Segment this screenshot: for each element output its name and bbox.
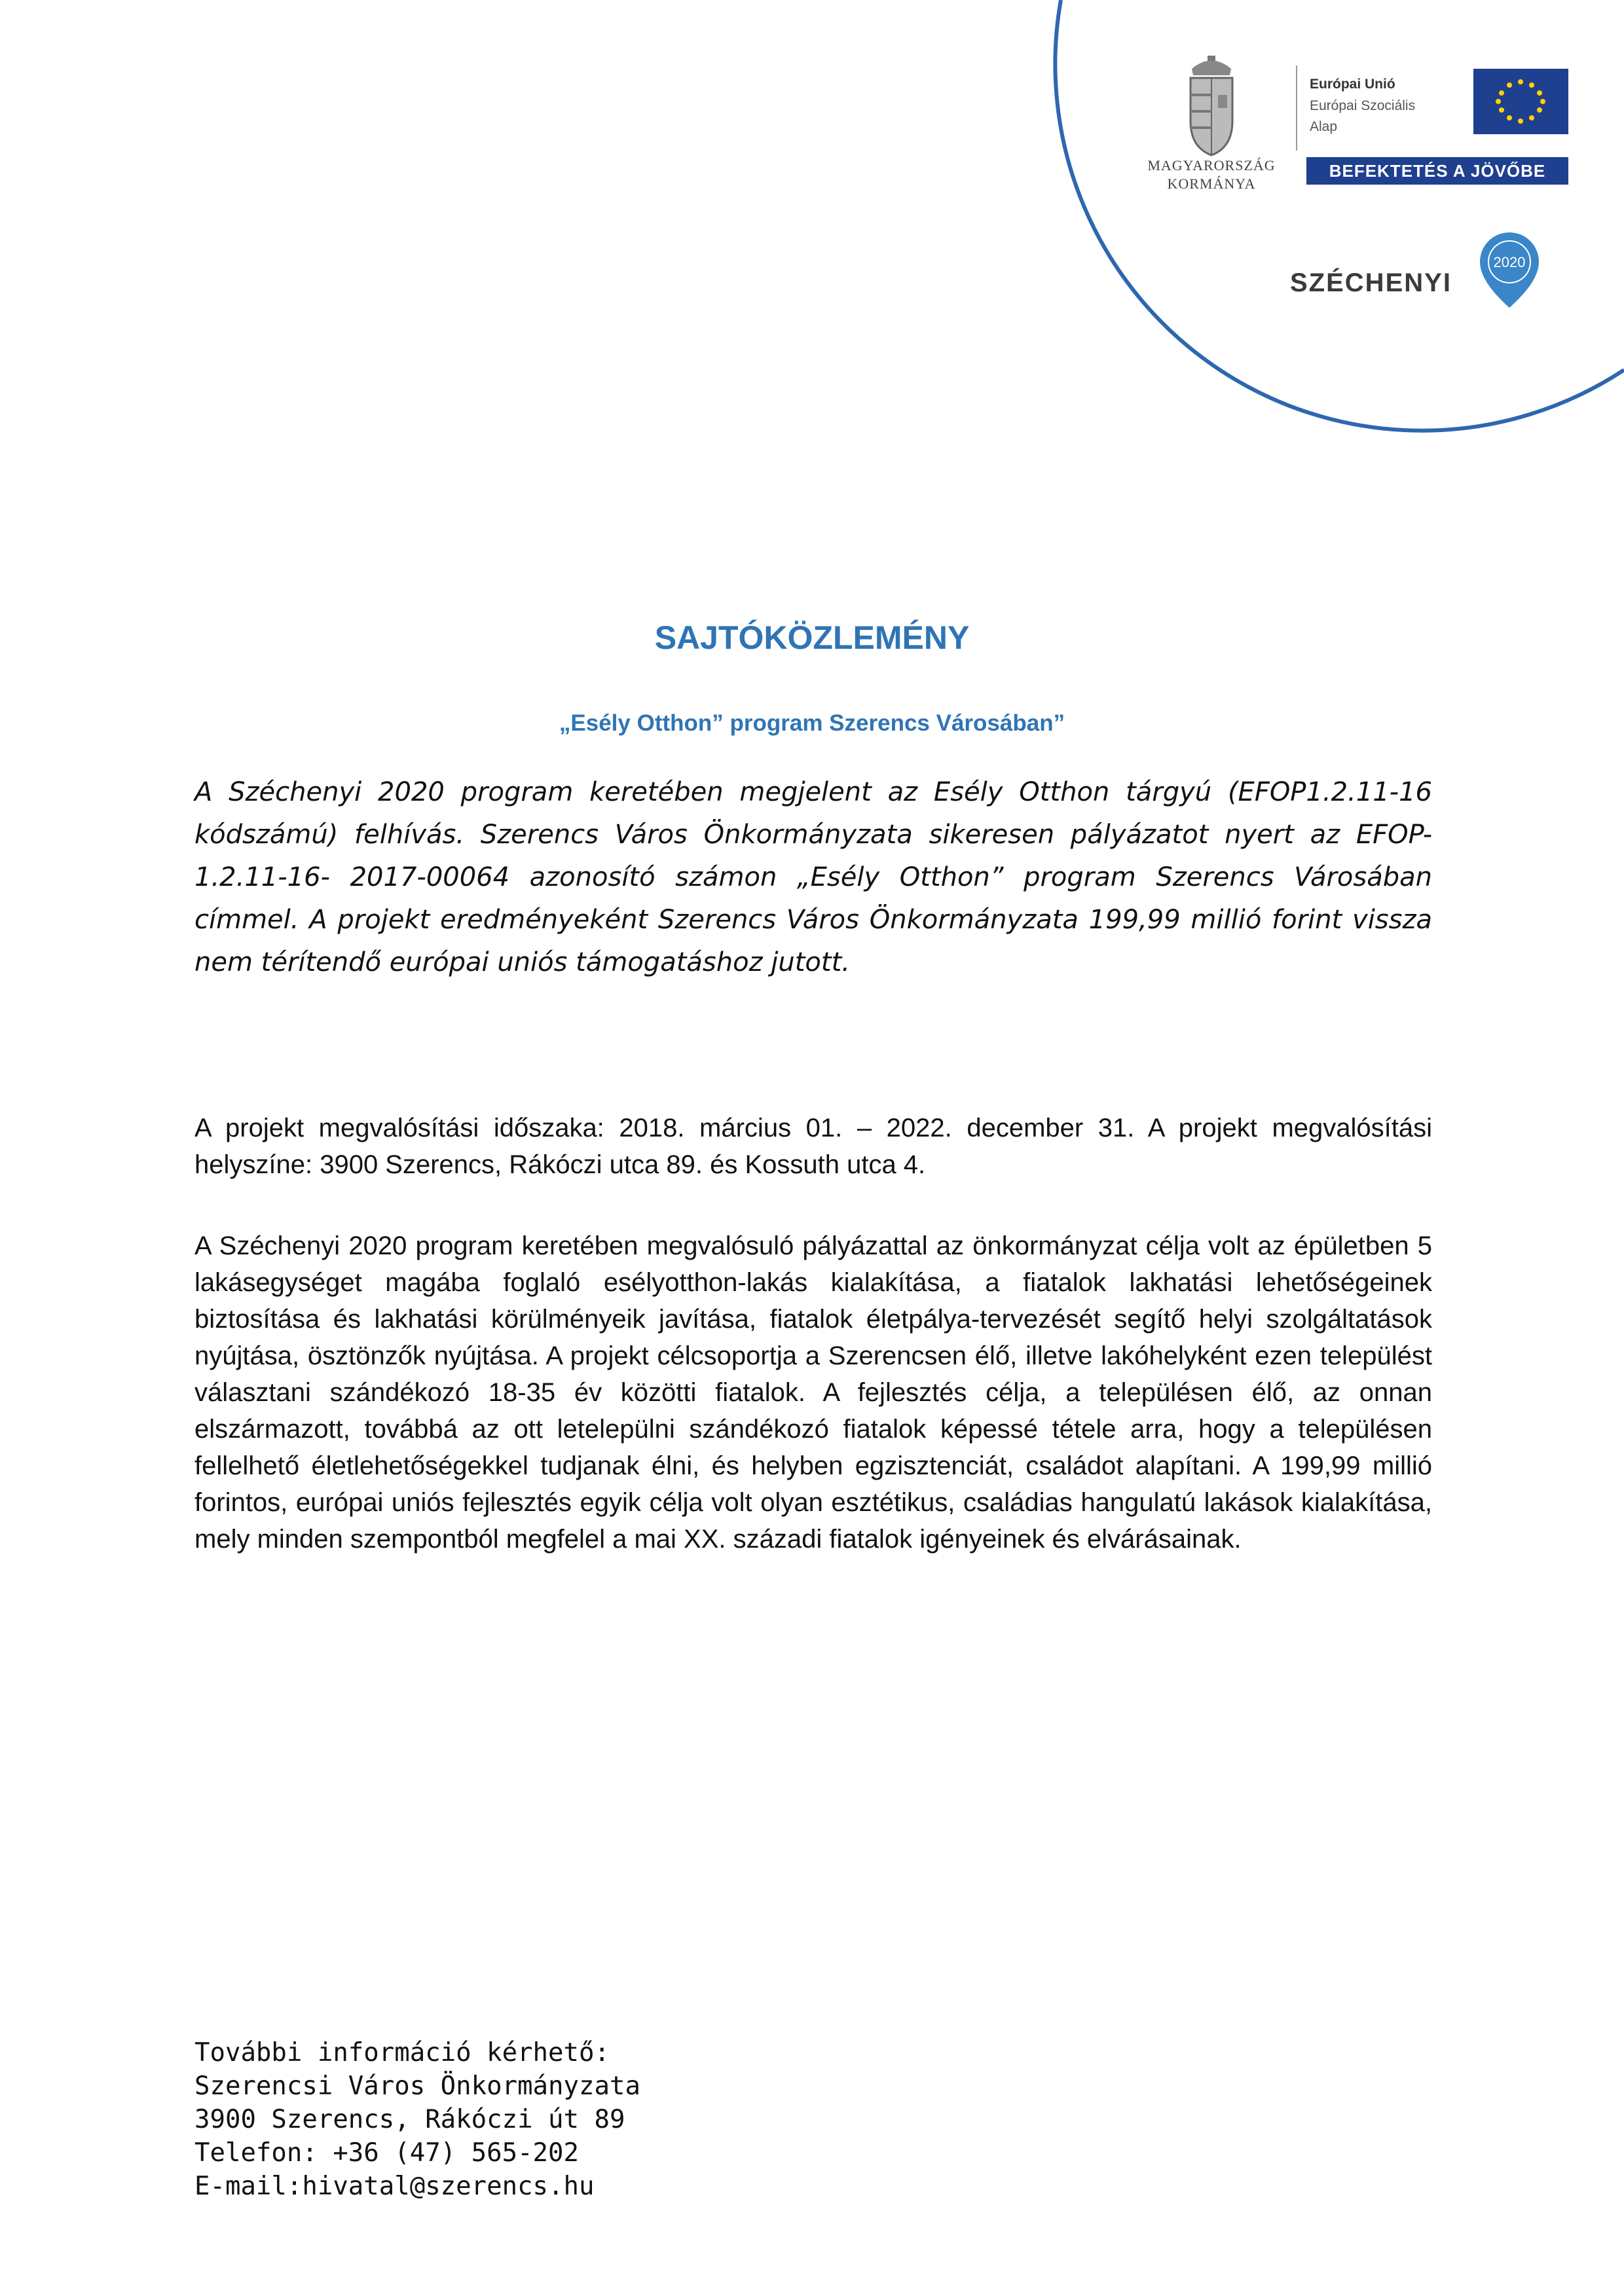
contact-email[interactable]: E-mail:hivatal@szerencs.hu (194, 2172, 595, 2201)
program-name: SZÉCHENYI (1290, 268, 1452, 297)
eu-line2: Európai Szociális (1310, 98, 1416, 113)
project-period-paragraph: A projekt megvalósítási időszaka: 2018. március 01. – 2022. december 31. A projekt megvalósítási helyszíne: 3900 Szerencs, Rákóczi utca 89. és Kossuth utca 4. (194, 1114, 1432, 1179)
investment-banner-text: BEFEKTETÉS A JÖVŐBE (1329, 161, 1546, 181)
contact-phone: Telefon: +36 (47) 565-202 (194, 2138, 579, 2168)
eu-line1: Európai Unió (1310, 77, 1395, 92)
eu-flag-icon (1473, 69, 1568, 134)
page-title: SAJTÓKÖZLEMÉNY (654, 619, 970, 656)
government-line2: KORMÁNYA (1167, 175, 1256, 192)
contact-heading: További információ kérhető: (194, 2038, 610, 2068)
contact-block (194, 2036, 980, 2203)
eu-line3: Alap (1310, 119, 1338, 134)
program-year: 2020 (1493, 254, 1526, 270)
project-summary-paragraph: A Széchenyi 2020 program keretében megvalósuló pályázattal az önkormányzat célja volt az épületben 5 lakásegységet magába foglaló esélyotthon-lakás kialakítása, a fiatalok lakhatási lehetőségeinek biztosítása és lakhatási körülményeik javítása, fiatalok életpálya-tervezését segítő helyi szolgáltatások nyújtása, ösztönzők nyújtása. A projekt célcsoportja a Szerencsen élő, illetve lakóhelyként ezen települést választani szándékozó 18-35 év közötti fiatalok. A fejlesztés célja, a településen élő, az onnan elszármazott, továbbá az ott letelepülni szándékozó fiatalok képessé tétele arra, hogy a településen fellelhető életlehetőségekkel tudjanak élni, és helyben egzisztenciát, családot alapítani. A 199,99 millió forintos, európai uniós fejlesztés egyik célja volt olyan esztétikus, családias hangulatú lakások kialakítása, mely minden szempontból megfelel a mai XX. századi fiatalok igényeinek és elvárásainak. (194, 1231, 1432, 1554)
hungary-coat-of-arms-icon (1190, 56, 1232, 155)
header-logos (1022, 0, 1624, 458)
contact-address: 3900 Szerencs, Rákóczi út 89 (194, 2105, 625, 2134)
header-logo-block (1022, 0, 1624, 458)
lead-paragraph: A Széchenyi 2020 program keretében megjelent az Esély Otthon tárgyú (EFOP1.2.11-16 kódszámú) felhívás. Szerencs Város Önkormányzata sikeresen pályázatot nyert az EFOP- 1.2.11-16- 2017-00064 azonosító számon „Esély Otthon” program Szerencs Városában címmel. A projekt eredményeként Szerencs Város Önkormányzata 199,99 millió forint vissza nem térítendő európai uniós támogatáshoz jutott. (194, 777, 1432, 977)
page-subtitle: „Esély Otthon” program Szerencs Városában” (559, 710, 1065, 736)
government-line1: MAGYARORSZÁG (1147, 157, 1276, 173)
decorative-arc (1055, 0, 1624, 431)
contact-organization: Szerencsi Város Önkormányzata (194, 2071, 640, 2101)
